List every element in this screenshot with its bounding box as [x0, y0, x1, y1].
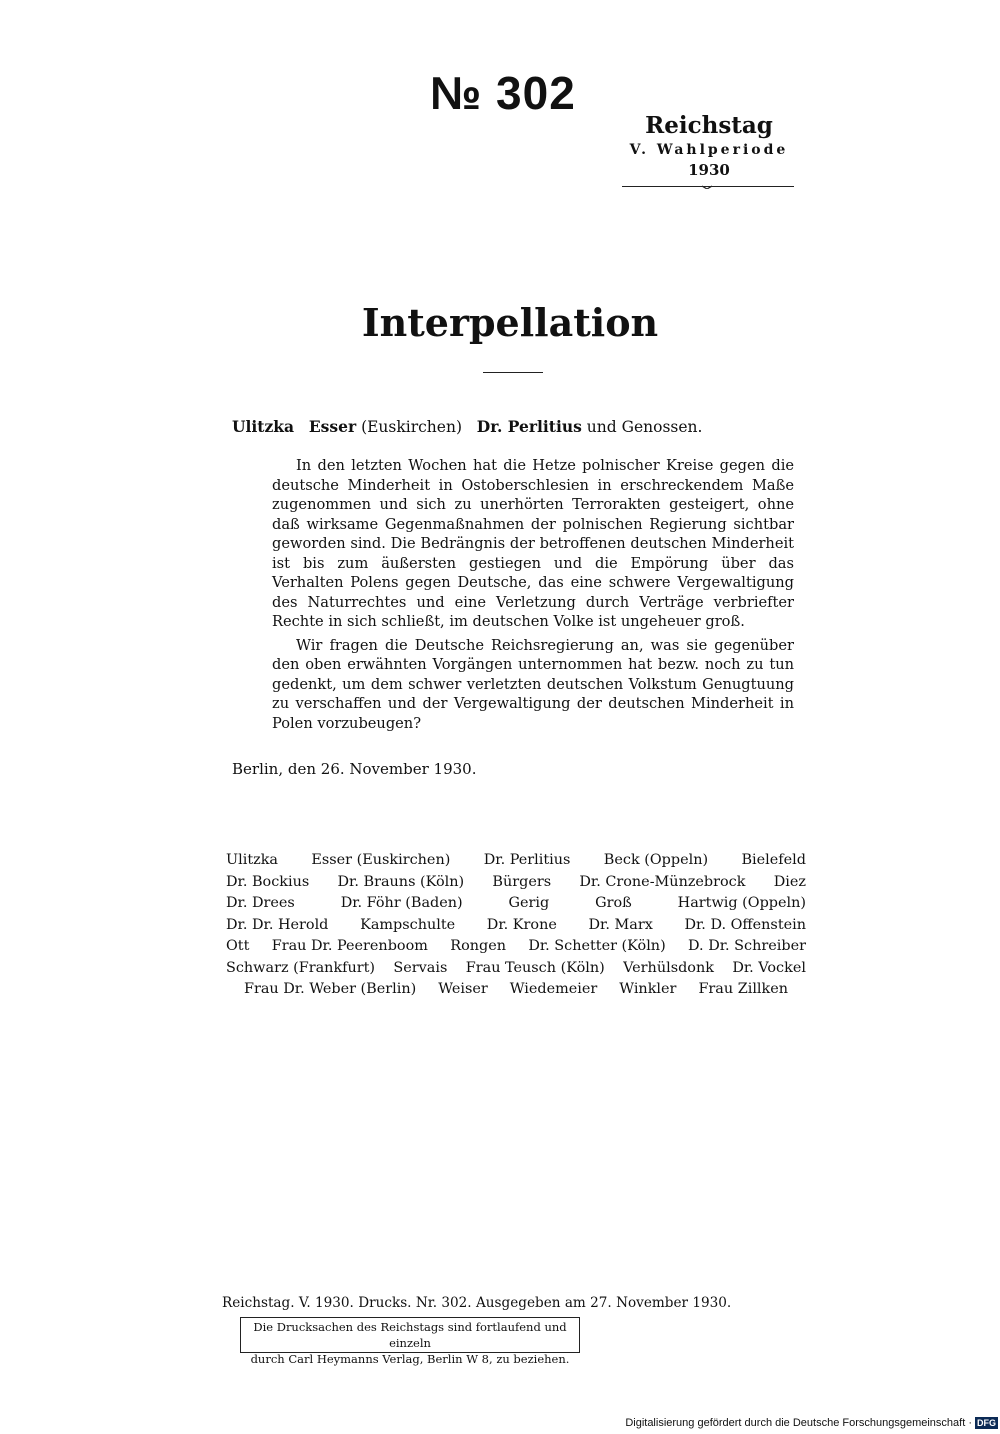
signatory-name: Dr. Crone-Münzebrock — [579, 873, 746, 890]
signatory-row — [226, 936, 806, 958]
footer-notice-box — [240, 1317, 580, 1366]
page-title: Interpellation — [361, 300, 659, 345]
header-year: 1930 — [688, 161, 730, 179]
signatory-name: Bürgers — [492, 873, 552, 890]
signatory-name: Dr. D. Offenstein — [684, 916, 806, 933]
signatory-row — [226, 893, 806, 915]
signatory-name: Hartwig (Oppeln) — [677, 895, 806, 911]
signatory-row — [226, 872, 806, 894]
signatory-name: Dr. Drees — [226, 895, 295, 911]
author-3: Dr. Perlitius — [476, 417, 582, 436]
signatory-name: Diez — [773, 873, 806, 890]
footer-notice-line-1: Die Drucksachen des Reichstags sind fortlaufend und einzeln — [253, 1320, 567, 1350]
signatory-row — [226, 850, 806, 872]
signatory-name: Winkler — [619, 981, 677, 997]
footer-notice-line-2: durch Carl Heymanns Verlag, Berlin W 8, zu beziehen. — [250, 1352, 570, 1366]
header-notch-ornament — [702, 183, 712, 189]
signatory-name: Weiser — [438, 981, 488, 997]
signatory-name: Verhülsdonk — [623, 959, 714, 976]
header-reichstag: Reichstag — [645, 112, 773, 139]
signatory-name: Frau Dr. Weber (Berlin) — [243, 981, 417, 997]
signatory-name: Ulitzka — [226, 852, 278, 868]
place-date: Berlin, den 26. November 1930. — [232, 760, 477, 778]
signatory-name: Dr. Marx — [588, 916, 653, 933]
header-wahlperiode: V. Wahlperiode — [629, 142, 789, 158]
signatory-name: Gerig — [508, 895, 550, 911]
author-2: Esser — [308, 417, 357, 436]
signatory-row — [226, 979, 806, 1001]
interpellation-body — [272, 456, 794, 737]
credit-text: Digitalisierung gefördert durch die Deutsche Forschungsgemeinschaft · — [625, 1417, 972, 1429]
signatory-name: Kampschulte — [360, 916, 456, 933]
signatory-row — [226, 958, 806, 980]
authors-tail: und Genossen. — [586, 418, 703, 436]
header-block — [620, 112, 798, 180]
signatory-name: Servais — [393, 959, 448, 976]
signatory-name: Frau Teusch (Köln) — [465, 959, 605, 976]
title-divider — [483, 372, 543, 373]
signatory-name: Dr. Krone — [486, 916, 557, 933]
author-2-note: (Euskirchen) — [361, 418, 462, 436]
signatory-name: Rongen — [450, 938, 506, 954]
signatory-name: Dr. Bockius — [226, 873, 310, 890]
signatory-name: Dr. Brauns (Köln) — [337, 873, 465, 890]
signatory-name: Dr. Dr. Herold — [226, 916, 329, 933]
signatory-name: Esser (Euskirchen) — [311, 852, 451, 868]
signatory-name: Bielefeld — [741, 852, 806, 868]
dfg-logo: DFG — [977, 1418, 996, 1428]
digitization-credit — [608, 1417, 998, 1429]
signatory-name: Ott — [226, 938, 250, 954]
signatory-name: Frau Dr. Peerenboom — [271, 938, 428, 954]
signatory-name: Dr. Perlitius — [483, 852, 571, 868]
signatory-name: Wiedemeier — [509, 981, 598, 997]
body-paragraph-2: Wir fragen die Deutsche Reichsregierung an, was sie gegenüber den oben erwähnten Vorgängen unternommen hat bezw. noch zu tun gedenkt, um dem schwer verletzten deutschen Volkstum Genugtuung zu verschaffen und der Vergewaltigung der deutschen Minderheit in Polen vorzubeugen? — [272, 636, 794, 732]
signatory-name: Groß — [595, 895, 632, 911]
signatory-row — [226, 915, 806, 937]
signatory-name: Dr. Schetter (Köln) — [528, 938, 666, 954]
authors-line — [232, 417, 792, 436]
signatory-name: D. Dr. Schreiber — [688, 938, 806, 954]
footer-publication-line: Reichstag. V. 1930. Drucks. Nr. 302. Ausgegeben am 27. November 1930. — [222, 1295, 732, 1311]
signatory-name: Beck (Oppeln) — [603, 852, 709, 868]
document-number: № 302 — [430, 67, 576, 119]
signatory-name: Frau Zillken — [698, 981, 789, 997]
signatory-name: Dr. Vockel — [732, 959, 806, 976]
signatory-name: Dr. Föhr (Baden) — [340, 895, 463, 911]
signatory-name: Schwarz (Frankfurt) — [226, 959, 376, 976]
body-paragraph-1: In den letzten Wochen hat die Hetze polnischer Kreise gegen die deutsche Minderheit in Ostoberschlesien in erschreckendem Maße zugenommen und sich zu unerhörten Terrorakten gesteigert, ohne daß wirksame Gegenmaßnahmen der polnischen Regierung sichtbar geworden sind. Die Bedrängnis der betroffenen deutschen Minderheit ist bis zum äußersten gestiegen und die Empörung über das Verhalten Polens gegen Deutsche, das eine schwere Vergewaltigung des Naturrechtes und eine Verletzung durch Verträge verbriefter Rechte in sich schließt, im deutschen Volke ist ungeheuer groß. — [272, 457, 794, 630]
author-1: Ulitzka — [232, 417, 295, 436]
signatories-list — [226, 850, 806, 1001]
